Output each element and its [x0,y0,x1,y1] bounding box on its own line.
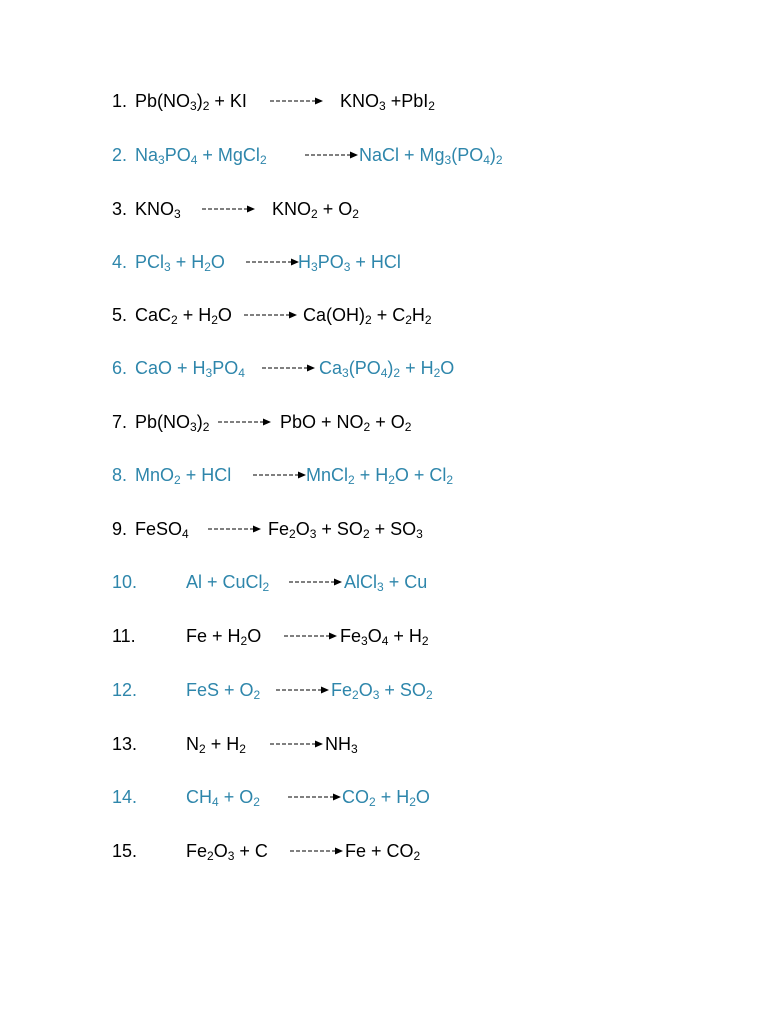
reaction-arrow-icon [242,306,298,324]
equation-row-13 [0,729,768,759]
equation-products: $Fe_2O_3 + SO_2$ [331,680,433,702]
equation-reactants: $PCl_3 + H_2O$ [135,252,225,274]
equation-reactants: $CH_4 + O_2$ [186,787,260,809]
equation-reactants: $Pb(NO_3)_2$ [135,412,210,434]
equation-products: $CO_2 + H_2O$ [342,787,430,809]
equation-products: $Fe_3O_4 + H_2$ [340,626,429,648]
equation-products: $KNO_3 +PbI_2$ [340,91,435,113]
equation-reactants: Al + CuCl$_2$ [186,572,270,594]
equation-products: $Fe + CO_2$ [345,841,421,863]
equation-number: 15. [112,841,138,861]
equation-row-5 [0,300,768,330]
equation-products: $NH_3$ [325,734,358,756]
equation-number: 4. [112,252,128,272]
equation-number: 7. [112,412,128,432]
equation-reactants: $Fe_2O_3 + C$ [186,841,268,863]
equation-number: 2. [112,145,128,165]
equation-products: PbO + $NO_2 + O_2$ [280,412,412,434]
equation-products: $Ca_3(PO_4)_2 + H_2O$ [319,358,455,380]
reaction-arrow-icon [286,788,342,806]
equation-number: 12. [112,680,138,700]
equation-reactants: FeS + $O_2$ [186,680,261,702]
reaction-arrow-icon [260,359,316,377]
equation-row-1 [0,86,768,116]
reaction-arrow-icon [274,681,330,699]
equation-number: 10. [112,572,138,592]
equation-row-14 [0,782,768,812]
reaction-arrow-icon [268,92,324,110]
reaction-arrow-icon [268,735,324,753]
equation-reactants: $KNO_3$ [135,199,181,221]
equation-products: $KNO_2 + O_2$ [272,199,359,221]
reaction-arrow-icon [288,842,344,860]
equation-row-9 [0,514,768,544]
equation-row-10 [0,567,768,597]
equation-number: 3. [112,199,128,219]
equation-products: MnCl$_2$ + $H_2O + Cl_2$ [306,465,454,487]
equation-products: $Ca(OH)_2 + C_2H_2$ [303,305,432,327]
equation-reactants: $Pb(NO_3)_2$ + KI [135,91,247,113]
equation-products: $H_3PO_3$ + HCl [298,252,401,274]
equation-products: $Fe_2O_3 + SO_2 + SO_3$ [268,519,423,541]
equation-products: AlCl$_3$ + Cu [344,572,428,594]
reaction-arrow-icon [206,520,262,538]
equation-number: 6. [112,358,128,378]
equation-row-3 [0,194,768,224]
equation-reactants: $N_2 + H_2$ [186,734,246,756]
equation-row-8 [0,460,768,490]
equation-reactants: MnO$_2$ + HCl [135,465,232,487]
reaction-arrow-icon [251,466,307,484]
equation-reactants: $CaC_2 + H_2O$ [135,305,232,327]
reaction-arrow-icon [303,146,359,164]
equation-number: 5. [112,305,128,325]
equation-products: NaCl + $Mg_3(PO_4)_2$ [359,145,503,167]
equation-reactants: FeSO$_4$ [135,519,189,541]
equation-row-7 [0,407,768,437]
reaction-arrow-icon [244,253,300,271]
equation-row-12 [0,675,768,705]
reaction-arrow-icon [282,627,338,645]
equation-number: 9. [112,519,128,539]
equation-reactants: $Fe + H_2O$ [186,626,262,648]
equation-number: 11. [112,626,136,646]
equation-row-15 [0,836,768,866]
equation-number: 14. [112,787,138,807]
reaction-arrow-icon [287,573,343,591]
equation-reactants: CaO + $H_3PO_4$ [135,358,245,380]
equation-row-11 [0,621,768,651]
equation-row-2 [0,140,768,170]
reaction-arrow-icon [216,413,272,431]
equation-reactants: $Na_3PO_4$ + MgCl$_2$ [135,145,267,167]
equation-row-4 [0,247,768,277]
equation-number: 13. [112,734,138,754]
equation-row-6 [0,353,768,383]
equation-number: 8. [112,465,128,485]
reaction-arrow-icon [200,200,256,218]
equation-number: 1. [112,91,128,111]
